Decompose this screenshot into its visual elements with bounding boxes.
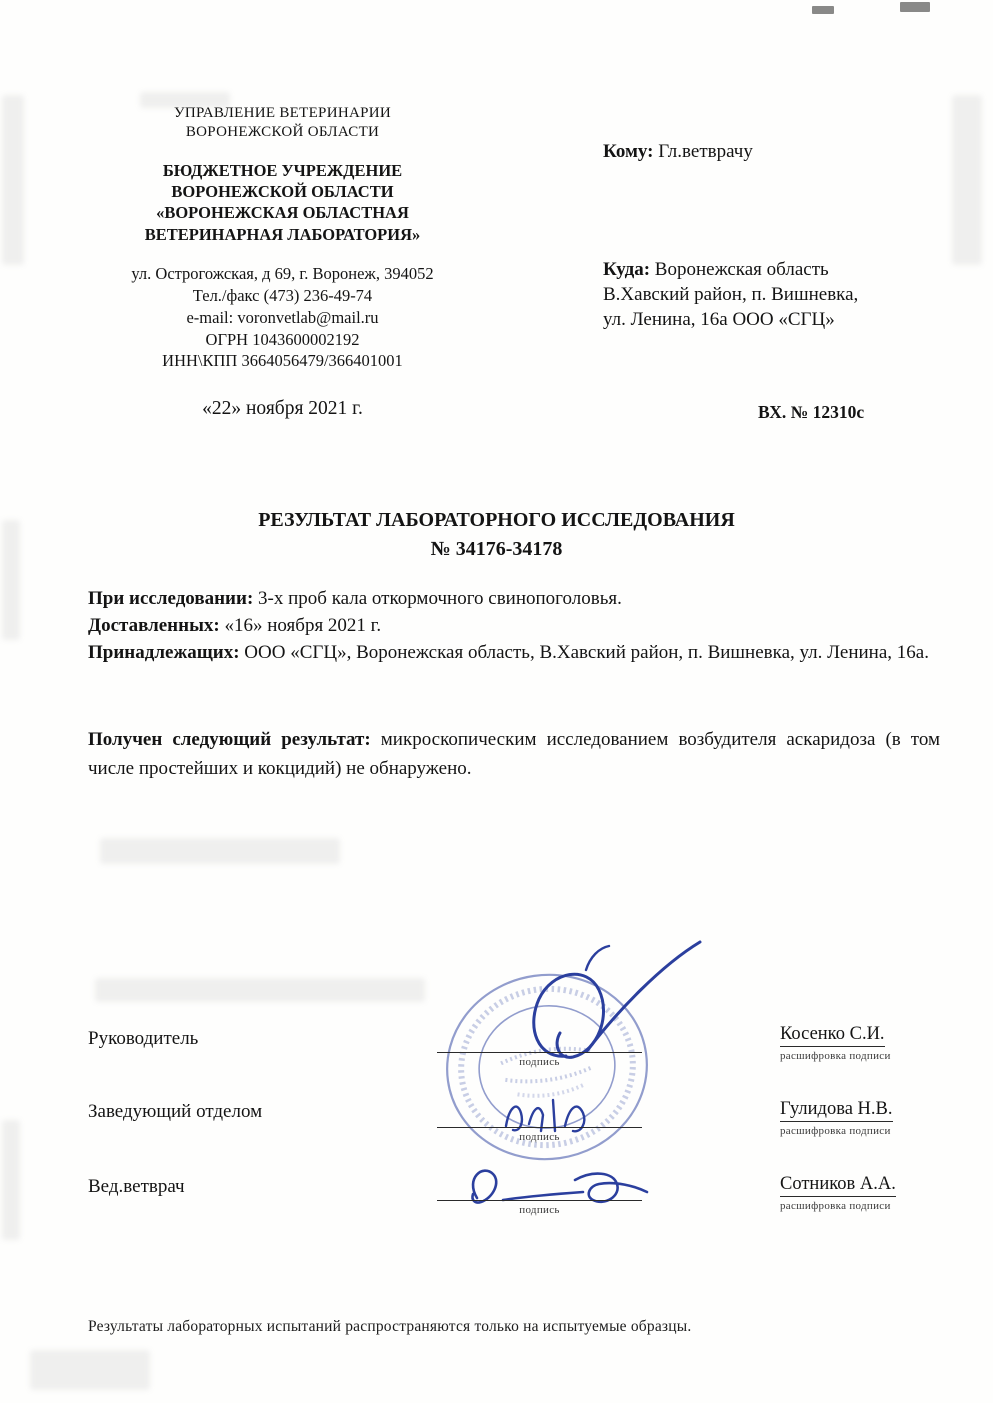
- body-details: [88, 586, 940, 667]
- signature-name-caption-head: расшифровка подписи: [780, 1125, 891, 1137]
- signature-caption-head: подпись: [519, 1131, 560, 1143]
- scan-artifact: [95, 978, 425, 1002]
- belongs-value: ООО «СГЦ», Воронежская область, В.Хавский район, п. Вишневка, ул. Ленина, 16а.: [244, 641, 929, 663]
- director-name-text: Косенко С.И.: [780, 1024, 885, 1047]
- document-date: «22» ноября 2021 г.: [202, 398, 363, 419]
- footer-disclaimer: Результаты лабораторных испытаний распространяются только на испытуемые образцы.: [88, 1318, 692, 1335]
- scan-artifact: [2, 95, 24, 265]
- signature-role-director: Руководитель: [88, 1028, 199, 1049]
- recipient-where-line3: ул. Ленина, 16а ООО «СГЦ»: [603, 308, 835, 330]
- delivered-line: [88, 613, 940, 640]
- signature-name-caption-director: расшифровка подписи: [780, 1050, 891, 1062]
- recipient-to: [603, 140, 933, 165]
- recipient-where-label: Куда:: [603, 258, 651, 280]
- recipient-to-label: Кому:: [603, 141, 654, 162]
- belongs-line: [88, 640, 940, 667]
- signature-line-vet: [437, 1200, 642, 1201]
- result-paragraph: [88, 726, 940, 783]
- result-label: Получен следующий результат:: [88, 729, 371, 750]
- belongs-label: Принадлежащих:: [88, 641, 240, 663]
- org-address: ул. Острогожская, д 69, г. Воронеж, 394052: [131, 264, 434, 284]
- org-ogrn: ОГРН 1043600002192: [205, 329, 360, 349]
- org-phone: Тел./факс (473) 236-49-74: [192, 286, 373, 306]
- signature-line-director: [437, 1052, 642, 1053]
- signature-name-head: [780, 1099, 893, 1122]
- scan-artifact: [812, 6, 834, 14]
- signature-caption-vet: подпись: [519, 1204, 560, 1216]
- org-name-line4: ВЕТЕРИНАРНАЯ ЛАБОРАТОРИЯ»: [144, 224, 421, 244]
- delivered-value: «16» ноября 2021 г.: [224, 614, 382, 636]
- signature-role-vet: Вед.ветврач: [88, 1176, 185, 1197]
- department-name-line1: УПРАВЛЕНИЕ ВЕТЕРИНАРИИ: [174, 105, 391, 121]
- scan-artifact: [900, 2, 930, 12]
- signature-name-vet: [780, 1174, 896, 1197]
- scan-artifact: [100, 838, 340, 864]
- research-value: 3-х проб кала откормочного свинопоголовья.: [258, 588, 622, 609]
- document-title: [0, 506, 993, 564]
- signature-caption-director: подпись: [519, 1056, 560, 1068]
- recipient-to-value: Гл.ветврачу: [658, 141, 753, 162]
- vet-name-text: Сотников А.А.: [780, 1174, 896, 1197]
- org-email: e-mail: voronvetlab@mail.ru: [186, 307, 379, 327]
- result-value: микроскопическим исследованием возбудителя аскаридоза (в том числе простейших и кокцидий) не обнаружено.: [88, 729, 941, 779]
- org-name-line2: ВОРОНЕЖСКОЙ ОБЛАСТИ: [171, 181, 394, 201]
- recipient-block: [603, 140, 933, 332]
- department-name-line2: ВОРОНЕЖСКОЙ ОБЛАСТИ: [185, 123, 380, 140]
- delivered-label: Доставленных:: [88, 614, 220, 636]
- research-label: При исследовании:: [88, 588, 254, 609]
- signature-line-head: [437, 1127, 642, 1128]
- recipient-where: [603, 257, 933, 332]
- scan-artifact: [952, 95, 982, 265]
- recipient-where-line2: В.Хавский район, п. Вишневка,: [603, 283, 859, 305]
- document-title-line1: РЕЗУЛЬТАТ ЛАБОРАТОРНОГО ИССЛЕДОВАНИЯ: [258, 509, 735, 531]
- scan-artifact: [2, 1120, 20, 1240]
- signature-name-caption-vet: расшифровка подписи: [780, 1200, 891, 1212]
- head-name-text: Гулидова Н.В.: [780, 1099, 893, 1122]
- org-inn-kpp: ИНН\КПП 3664056479/366401001: [162, 351, 403, 371]
- document-title-line2: № 34176-34178: [430, 538, 563, 560]
- org-name-line1: БЮДЖЕТНОЕ УЧРЕЖДЕНИЕ: [162, 160, 403, 180]
- scan-artifact: [30, 1350, 150, 1390]
- recipient-where-line1: Воронежская область: [654, 258, 829, 280]
- letterhead: [90, 104, 475, 372]
- signature-role-head: Заведующий отделом: [88, 1101, 263, 1122]
- organization-name: [90, 160, 475, 246]
- contact-block: [90, 263, 475, 372]
- org-name-line3: «ВОРОНЕЖСКАЯ ОБЛАСТНАЯ: [156, 203, 409, 223]
- incoming-number: ВХ. № 12310с: [758, 402, 865, 422]
- research-line: [88, 586, 940, 613]
- signature-name-director: [780, 1024, 885, 1047]
